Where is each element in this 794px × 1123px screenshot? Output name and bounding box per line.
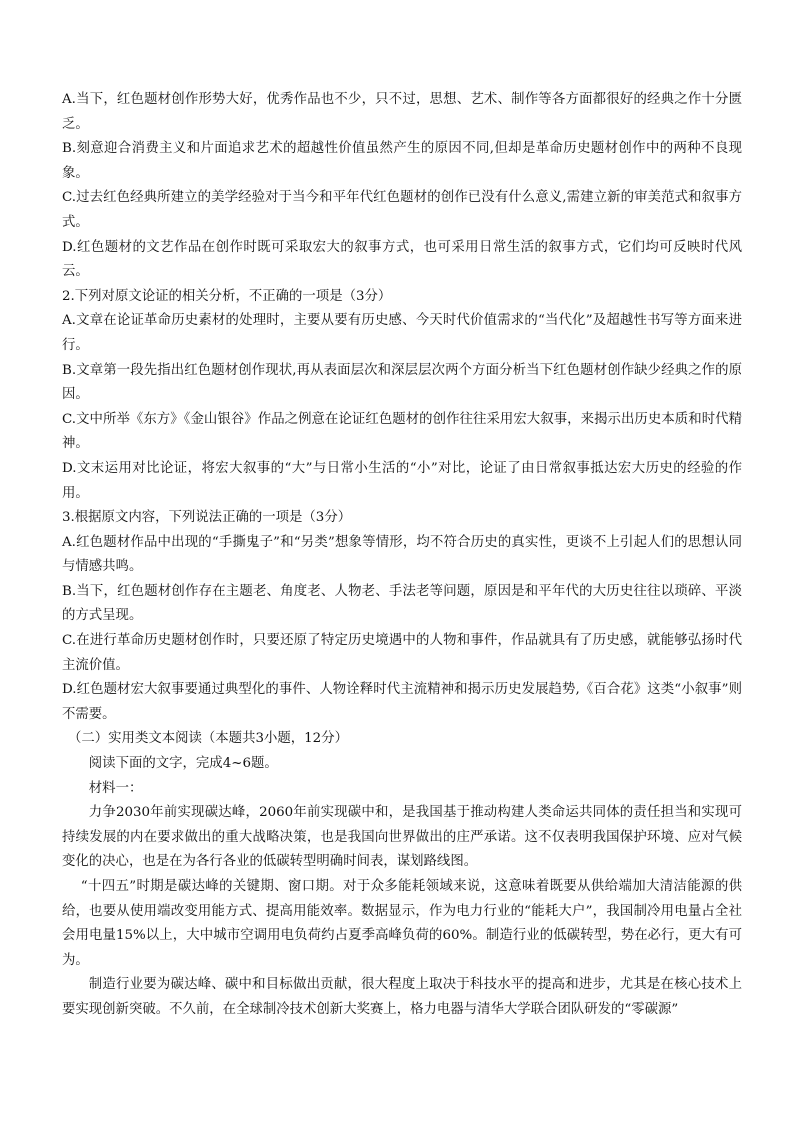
q3-option-d: D.红色题材宏大叙事要通过典型化的事件、人物诠释时代主流精神和揭示历史发展趋势,《百合花》这类“小叙事”则不需要。 [62, 682, 742, 722]
q2-option-c: C.文中所举《东方》《金山银谷》作品之例意在论证红色题材的创作往往采用宏大叙事，来揭示出历史本质和时代精神。 [62, 411, 742, 452]
material-paragraph-2: “十四五”时期是碳达峰的关键期、窗口期。对于众多能耗领域来说，这意味着既要从供给端加大清洁能源的供给，也要从使用端改变用能方式、提高用能效率。数据显示，作为电力行业的“能耗大户”，我国制冷用电量占全社会用电量15%以上，大中城市空调用电负荷约占夏季高峰负荷的60%。制造行业的低碳转型，势在必行，更大有可为。 [62, 879, 742, 968]
q2-option-b: B.文章第一段先指出红色题材创作现状,再从表面层次和深层层次两个方面分析当下红色题材创作缺少经典之作的原因。 [62, 362, 742, 403]
section-heading: （二）实用类文本阅读（本题共3小题，12分） [68, 731, 348, 747]
q1-option-b: B.刻意迎合消费主义和片面追求艺术的超越性价值虽然产生的原因不同,但却是革命历史题材创作中的两种不良现象。 [62, 141, 742, 181]
document-body [62, 88, 742, 1023]
q2-stem: 2.下列对原文论证的相关分析，不正确的一项是（3分） [62, 288, 392, 304]
reading-instruction: 阅读下面的文字，完成4~6题。 [88, 756, 278, 772]
q2-option-a: A.文章在论证革命历史素材的处理时，主要从要有历史感、今天时代价值需求的“当代化”及超越性书写等方面来进行。 [62, 313, 742, 353]
q1-option-d: D.红色题材的文艺作品在创作时既可采取宏大的叙事方式，也可采用日常生活的叙事方式，它们均可反映时代风云。 [62, 239, 742, 280]
q3-option-b: B.当下，红色题材创作存在主题老、角度老、人物老、手法老等问题，原因是和平年代的大历史往往以琐碎、平淡的方式呈现。 [62, 583, 742, 624]
q1-option-c: C.过去红色经典所建立的美学经验对于当今和平年代红色题材的创作已没有什么意义,需建立新的审美范式和叙事方式。 [62, 190, 742, 230]
q2-option-d: D.文末运用对比论证，将宏大叙事的“大”与日常小生活的“小”对比，论证了由日常叙事抵达宏大历史的经验的作用。 [62, 460, 742, 501]
material-paragraph-1: 力争2030年前实现碳达峰，2060年前实现碳中和，是我国基于推动构建人类命运共同体的责任担当和实现可持续发展的内在要求做出的重大战略决策，也是我国向世界做出的庄严承诺。这不仅表明我国保护环境、应对气候变化的决心，也是在为各行各业的低碳转型明确时间表，谋划路线图。 [62, 805, 742, 870]
material-label: 材料一： [88, 780, 143, 796]
q3-option-c: C.在进行革命历史题材创作时，只要还原了特定历史境遇中的人物和事件，作品就具有了历史感，就能够弘扬时代主流价值。 [62, 633, 742, 673]
q3-option-a: A.红色题材作品中出现的“手撕鬼子”和“另类”想象等情形，均不符合历史的真实性，更谈不上引起人们的思想认同与情感共鸣。 [62, 534, 742, 575]
q1-option-a: A.当下，红色题材创作形势大好，优秀作品也不少，只不过，思想、艺术、制作等各方面都很好的经典之作十分匮乏。 [62, 92, 742, 132]
q3-stem: 3.根据原文内容，下列说法正确的一项是（3分） [62, 510, 352, 526]
material-paragraph-3: 制造行业要为碳达峰、碳中和目标做出贡献，很大程度上取决于科技水平的提高和进步，尤其是在核心技术上要实现创新突破。不久前，在全球制冷技术创新大奖赛上，格力电器与清华大学联合团队研发的“零碳源” [62, 977, 742, 1017]
